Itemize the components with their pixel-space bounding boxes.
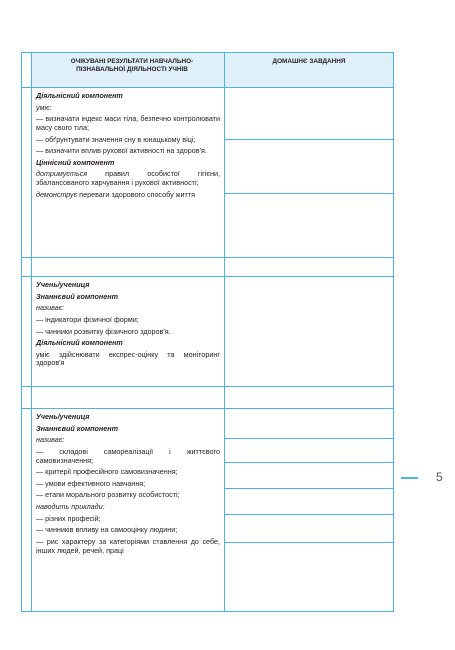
table-row-divider <box>21 257 394 258</box>
table-bottom-border <box>21 611 394 612</box>
table-row-divider <box>21 386 394 387</box>
list-item <box>36 170 220 187</box>
verb-lead: дотримується <box>36 169 88 179</box>
table-inner-left-border <box>31 52 32 612</box>
lesson-plan-table <box>21 52 394 612</box>
list-item: — рис характеру за категоріями ставлення до себе, інших людей, речей, праці <box>36 537 220 555</box>
list-item: — критерії професійного самовизначення; <box>36 467 178 477</box>
results-block-2 <box>36 281 220 371</box>
list-item: — складові самореалізації і життєвого самовизначення; <box>36 446 220 465</box>
student-label: Учень/учениця <box>36 412 90 421</box>
homework-row-line <box>224 193 394 194</box>
list-item: — визначити вплив рухової активності на здоров'я. <box>36 146 207 156</box>
table-row-divider <box>21 276 394 277</box>
component-lead: називає: <box>36 303 65 313</box>
list-item: — обґрунтувати значення сну в юнацькому віці; <box>36 134 196 144</box>
component-title: Ціннісний компонент <box>36 157 115 167</box>
table-top-border <box>21 52 394 53</box>
list-item: — чинники розвитку фізичного здоров'я. <box>36 326 171 336</box>
homework-row-line <box>224 438 394 439</box>
verb-lead: демонструє <box>36 189 78 199</box>
homework-row-line <box>224 542 394 543</box>
item-text: переваги здорового способу життя <box>77 189 195 199</box>
component-title: Знаннєвий компонент <box>36 423 119 433</box>
page-number-dash <box>401 477 418 479</box>
results-block-1 <box>36 92 220 202</box>
component-lead: називає: <box>36 435 65 445</box>
list-item: — різних професій; <box>36 513 101 523</box>
list-item <box>36 191 220 200</box>
list-item: — чинників впливу на самооцінку людини; <box>36 525 178 535</box>
results-block-3 <box>36 413 220 558</box>
list-item: — індикатори фізичної форми; <box>36 314 139 324</box>
student-label: Учень/учениця <box>36 280 90 289</box>
results-column-header: ОЧІКУВАНІ РЕЗУЛЬТАТИ НАВЧАЛЬНО-ПІЗНАВАЛЬНОЇ ДІЯЛЬНОСТІ УЧНІВ <box>70 58 194 73</box>
table-header-divider <box>21 87 394 88</box>
homework-row-line <box>224 488 394 489</box>
item-text: правил особистої гігієни, збалансованого харчування і рухової активності; <box>36 169 220 188</box>
table-right-border <box>393 52 394 612</box>
table-row-divider <box>21 408 394 409</box>
table-left-border <box>21 52 22 612</box>
table-column-divider <box>224 52 225 612</box>
list-item: — визначати індекс маси тіла, безпечно контролювати масу свого тіла; <box>36 114 220 132</box>
homework-column-header: ДОМАШНЄ ЗАВДАННЯ <box>272 58 346 65</box>
list-item: — етапи морального розвитку особистості; <box>36 490 180 500</box>
component-title: Діяльнісний компонент <box>36 338 123 348</box>
list-item: уміє здійснювати експрес-оцінку та моніторинг здоров'я <box>36 349 220 368</box>
homework-row-line <box>224 462 394 463</box>
component-lead: уміє: <box>36 102 52 112</box>
component-lead: наводить приклади: <box>36 502 105 512</box>
homework-row-line <box>224 514 394 515</box>
component-title: Знаннєвий компонент <box>36 291 119 301</box>
page-number: 5 <box>436 470 443 484</box>
list-item: — умови ефективного навчання; <box>36 478 146 488</box>
component-title: Діяльнісний компонент <box>36 91 123 100</box>
homework-row-line <box>224 139 394 140</box>
